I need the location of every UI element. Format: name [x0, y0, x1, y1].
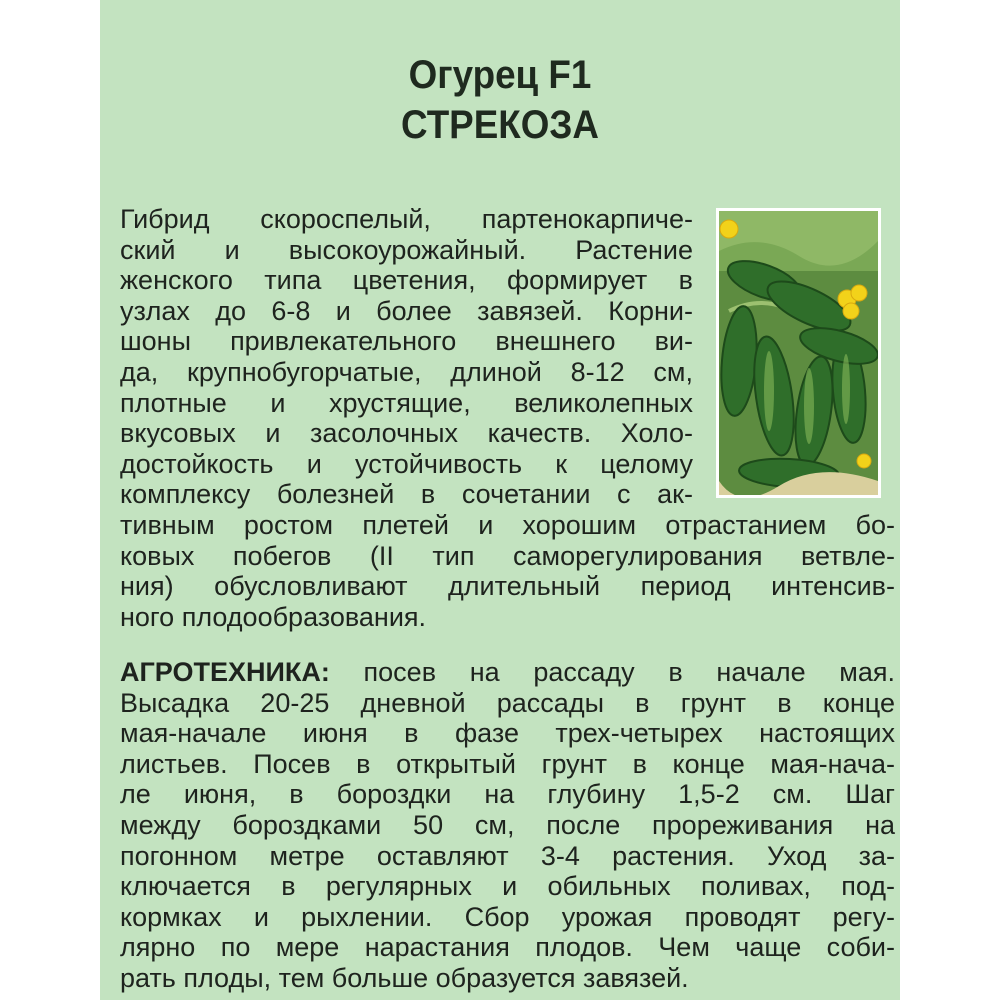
text-line: комплексу болезней в сочетании с ак-: [120, 479, 693, 510]
text-line: ного плодообразования.: [120, 601, 427, 632]
text-line: рать плоды, тем больше образуется завязей.: [120, 962, 689, 993]
text-line: достойкость и устойчивость к целому: [120, 448, 693, 479]
text-line: лярно по мере нарастания плодов. Чем чаще соби-: [120, 932, 895, 963]
text-line: ключается в регулярных и обильных поливах, под-: [120, 871, 895, 902]
text-line: да, крупнобугорчатые, длиной 8-12 см,: [120, 356, 693, 387]
text-line: между бороздками 50 см, после прореживания на: [120, 809, 895, 840]
text-line: Высадка 20-25 дневной рассады в грунт в конце: [120, 687, 895, 718]
text-line: Гибрид скороспелый, партенокарпиче-: [120, 204, 693, 234]
text-line: погонном метре оставляют 3-4 растения. Уход за-: [120, 840, 895, 871]
text-line: шоны привлекательного внешнего ви-: [120, 326, 693, 357]
text-line: [120, 657, 895, 688]
text-line: мая-начале июня в фазе трех-четырех настоящих: [120, 718, 895, 749]
text-line: ский и высокоурожайный. Растение: [120, 234, 693, 265]
agrotechnics-paragraph: [120, 657, 895, 994]
title-line-1: Огурец F1: [408, 53, 592, 97]
text-line: плотные и хрустящие, великолепных: [120, 387, 693, 418]
product-title: [132, 50, 868, 150]
agrotechnics-first-line: посев на рассаду в начале мая.: [329, 657, 895, 687]
title-line-2: СТРЕКОЗА: [401, 103, 599, 147]
text-line: листьев. Посев в открытый грунт в конце мая-нача-: [120, 748, 895, 779]
text-line: женского типа цветения, формирует в: [120, 265, 693, 296]
description-paragraph: [120, 204, 895, 632]
text-line: ле июня, в бороздки на глубину 1,5-2 см. Шаг: [120, 779, 895, 810]
seed-packet-card: [100, 0, 900, 1000]
agrotechnics-heading: АГРОТЕХНИКА:: [120, 657, 330, 687]
text-line: тивным ростом плетей и хорошим отрастанием бо-: [120, 509, 895, 540]
text-line: ния) обусловливают длительный период интенсив-: [120, 571, 895, 602]
text-line: кормках и рыхлении. Сбор урожая проводят регу-: [120, 901, 895, 932]
text-line: вкусовых и засолочных качеств. Холо-: [120, 418, 693, 449]
text-line: ковых побегов (II тип саморегулирования ветвле-: [120, 540, 895, 571]
text-line: узлах до 6-8 и более завязей. Корни-: [120, 295, 693, 326]
